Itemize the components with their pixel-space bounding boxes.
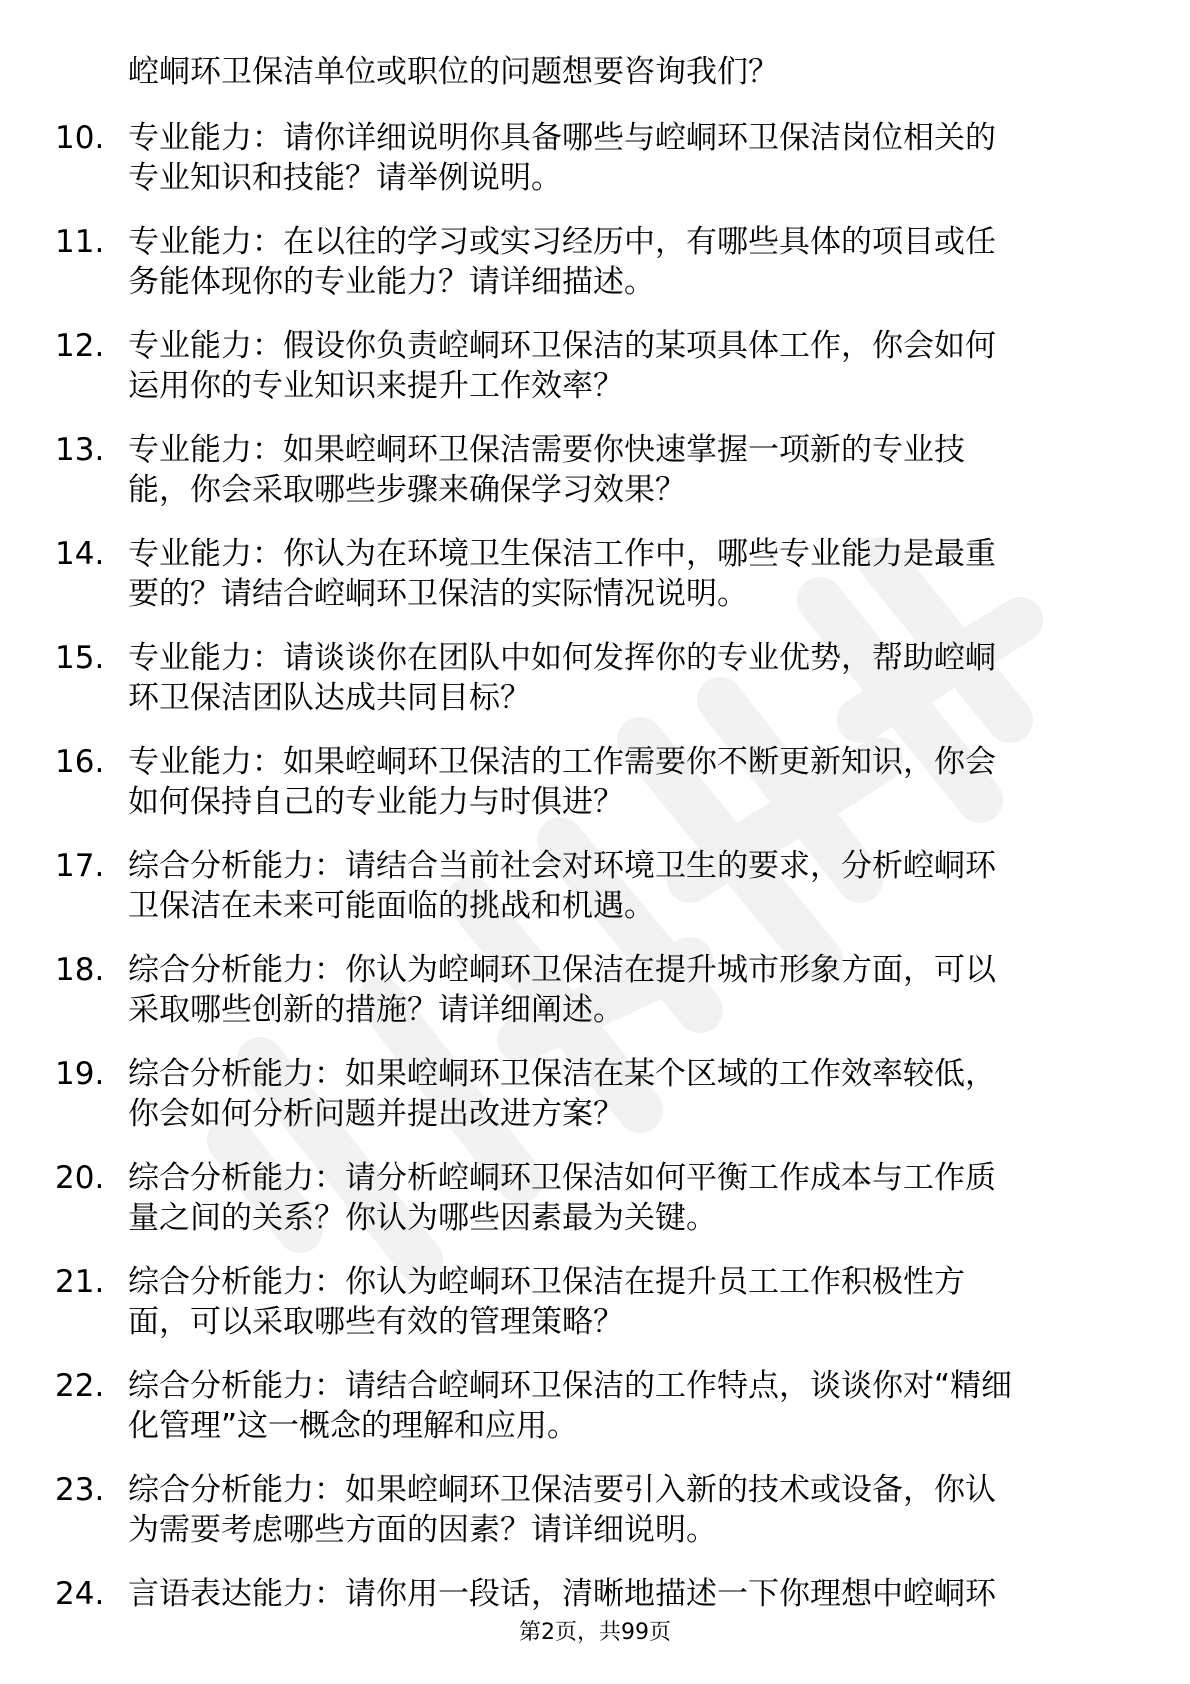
question-number: 20. — [55, 1160, 105, 1196]
question-text — [128, 534, 1128, 614]
continued-question-text: 崆峒环卫保洁单位或职位的问题想要咨询我们？ — [128, 54, 779, 90]
question-list — [0, 118, 1190, 1678]
question-text — [128, 118, 1128, 198]
question-text-line: 专业能力：假设你负责崆峒环卫保洁的某项具体工作，你会如何 — [128, 328, 996, 364]
question-text — [128, 326, 1128, 406]
question-number: 12. — [55, 328, 105, 364]
question-item — [0, 1054, 1190, 1158]
question-text-line: 综合分析能力：如果崆峒环卫保洁在某个区域的工作效率较低， — [128, 1056, 996, 1092]
page-footer: 第2页，共99页 — [519, 1620, 671, 1645]
question-item — [0, 638, 1190, 742]
question-text — [128, 1054, 1128, 1134]
question-number: 18. — [55, 952, 105, 988]
question-number: 10. — [55, 120, 105, 156]
question-text-line: 综合分析能力：请分析崆峒环卫保洁如何平衡工作成本与工作质 — [128, 1160, 996, 1196]
question-number: 17. — [55, 848, 105, 884]
question-text-line: 能，你会采取哪些步骤来确保学习效果？ — [128, 472, 686, 508]
question-text-line: 化管理”这一概念的理解和应用。 — [128, 1408, 579, 1444]
question-text-line: 环卫保洁团队达成共同目标？ — [128, 680, 531, 716]
question-number: 19. — [55, 1056, 105, 1092]
question-text — [128, 742, 1128, 822]
question-number: 22. — [55, 1368, 105, 1404]
question-number: 11. — [55, 224, 105, 260]
question-number: 21. — [55, 1264, 105, 1300]
question-number: 24. — [55, 1576, 105, 1612]
question-text-line: 要的？请结合崆峒环卫保洁的实际情况说明。 — [128, 576, 748, 612]
question-text — [128, 950, 1128, 1030]
question-number: 16. — [55, 744, 105, 780]
question-item — [0, 742, 1190, 846]
question-item — [0, 1158, 1190, 1262]
question-item — [0, 222, 1190, 326]
question-text-line: 卫保洁在未来可能面临的挑战和机遇。 — [128, 888, 655, 924]
question-text-line: 专业能力：你认为在环境卫生保洁工作中，哪些专业能力是最重 — [128, 536, 996, 572]
question-text — [128, 638, 1128, 718]
question-item — [0, 950, 1190, 1054]
question-text-line: 综合分析能力：请结合当前社会对环境卫生的要求，分析崆峒环 — [128, 848, 996, 884]
question-text-line: 如何保持自己的专业能力与时俱进？ — [128, 784, 624, 820]
question-text-line: 专业能力：请你详细说明你具备哪些与崆峒环卫保洁岗位相关的 — [128, 120, 996, 156]
question-text-line: 运用你的专业知识来提升工作效率？ — [128, 368, 624, 404]
question-text-line: 言语表达能力：请你用一段话，清晰地描述一下你理想中崆峒环 — [128, 1576, 996, 1612]
question-text-line: 为需要考虑哪些方面的因素？请详细说明。 — [128, 1512, 717, 1548]
question-number: 15. — [55, 640, 105, 676]
question-number: 23. — [55, 1472, 105, 1508]
question-text-line: 综合分析能力：你认为崆峒环卫保洁在提升员工工作积极性方 — [128, 1264, 965, 1300]
question-text — [128, 1158, 1128, 1238]
question-text-line: 专业能力：如果崆峒环卫保洁需要你快速掌握一项新的专业技 — [128, 432, 965, 468]
question-text — [128, 1366, 1128, 1446]
question-text-line: 采取哪些创新的措施？请详细阐述。 — [128, 992, 624, 1028]
question-text-line: 量之间的关系？你认为哪些因素最为关键。 — [128, 1200, 717, 1236]
question-text-line: 专业能力：在以往的学习或实习经历中，有哪些具体的项目或任 — [128, 224, 996, 260]
question-item — [0, 534, 1190, 638]
question-item — [0, 1366, 1190, 1470]
question-text-line: 综合分析能力：如果崆峒环卫保洁要引入新的技术或设备，你认 — [128, 1472, 996, 1508]
question-text — [128, 1262, 1128, 1342]
question-text — [128, 846, 1128, 926]
question-text-line: 专业能力：如果崆峒环卫保洁的工作需要你不断更新知识，你会 — [128, 744, 996, 780]
question-item — [0, 326, 1190, 430]
question-item — [0, 1262, 1190, 1366]
question-item — [0, 118, 1190, 222]
question-text-line: 综合分析能力：你认为崆峒环卫保洁在提升城市形象方面，可以 — [128, 952, 996, 988]
question-text-line: 综合分析能力：请结合崆峒环卫保洁的工作特点，谈谈你对“精细 — [128, 1368, 1013, 1404]
question-text — [128, 1470, 1128, 1550]
question-text-line: 你会如何分析问题并提出改进方案？ — [128, 1096, 624, 1132]
question-text-line: 面，可以采取哪些有效的管理策略？ — [128, 1304, 624, 1340]
question-item — [0, 430, 1190, 534]
question-text-line: 务能体现你的专业能力？请详细描述。 — [128, 264, 655, 300]
question-text-line: 专业能力：请谈谈你在团队中如何发挥你的专业优势，帮助崆峒 — [128, 640, 996, 676]
question-item — [0, 1470, 1190, 1574]
question-text — [128, 1574, 1128, 1614]
question-text — [128, 222, 1128, 302]
question-item — [0, 846, 1190, 950]
question-number: 14. — [55, 536, 105, 572]
question-text-line: 专业知识和技能？请举例说明。 — [128, 160, 562, 196]
question-text — [128, 430, 1128, 510]
question-number: 13. — [55, 432, 105, 468]
